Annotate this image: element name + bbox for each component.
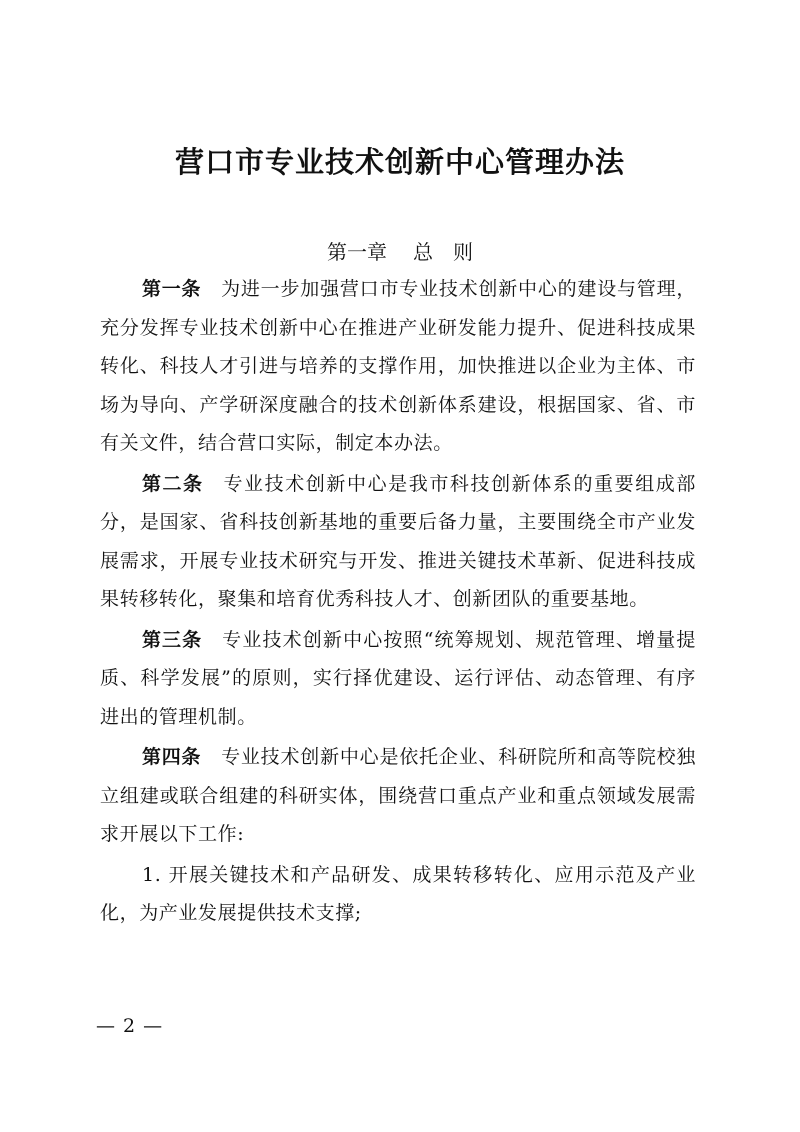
article-2-label: 第二条 xyxy=(142,472,204,495)
article-4-label: 第四条 xyxy=(142,746,202,768)
document-title: 营口市专业技术创新中心管理办法 xyxy=(174,145,625,179)
article-1-label: 第一条 xyxy=(142,278,202,300)
article-1-text: 为进一步加强营口市专业技术创新中心的建设与管理，充分发挥专业技术创新中心在推进产业研发能力提升、促进科技成果转化、科技人才引进与培养的支撑作用，加快推进以企业为主体、市场为导向、产学研深度融合的技术创新体系建设，根据国家、省、市有关文件，结合营口实际，制定本办法。 xyxy=(100,278,696,454)
list-item-1: 1. 开展关键技术和产品研发、成果转移转化、应用示范及产业化，为产业发展提供技术支撑; xyxy=(100,863,696,924)
article-2-text: 专业技术创新中心是我市科技创新体系的重要组成部分，是国家、省科技创新基地的重要后备力量，主要围绕全市产业发展需求，开展专业技术研究与开发、推进关键技术革新、促进科技成果转移转化，聚集和培育优秀科技人才、创新团队的重要基地。 xyxy=(100,472,696,610)
article-2 xyxy=(100,465,696,619)
chapter-name: 总 则 xyxy=(413,240,473,264)
article-4-text: 专业技术创新中心是依托企业、科研院所和高等院校独立组建或联合组建的科研实体，围绕营口重点产业和重点领域发展需求开展以下工作: xyxy=(100,746,696,845)
page-number: — 2 — xyxy=(96,1015,164,1037)
article-3-label: 第三条 xyxy=(142,628,203,651)
article-4 xyxy=(100,738,696,854)
chapter-label: 第一章 xyxy=(327,240,387,264)
article-3-text: 专业技术创新中心按照“统筹规划、规范管理、增量提质、科学发展”的原则，实行择优建设、运行评估、动态管理、有序进出的管理机制。 xyxy=(100,628,696,728)
article-3 xyxy=(100,621,696,737)
document-body xyxy=(100,270,696,935)
chapter-heading xyxy=(0,236,800,268)
article-1 xyxy=(100,270,696,463)
